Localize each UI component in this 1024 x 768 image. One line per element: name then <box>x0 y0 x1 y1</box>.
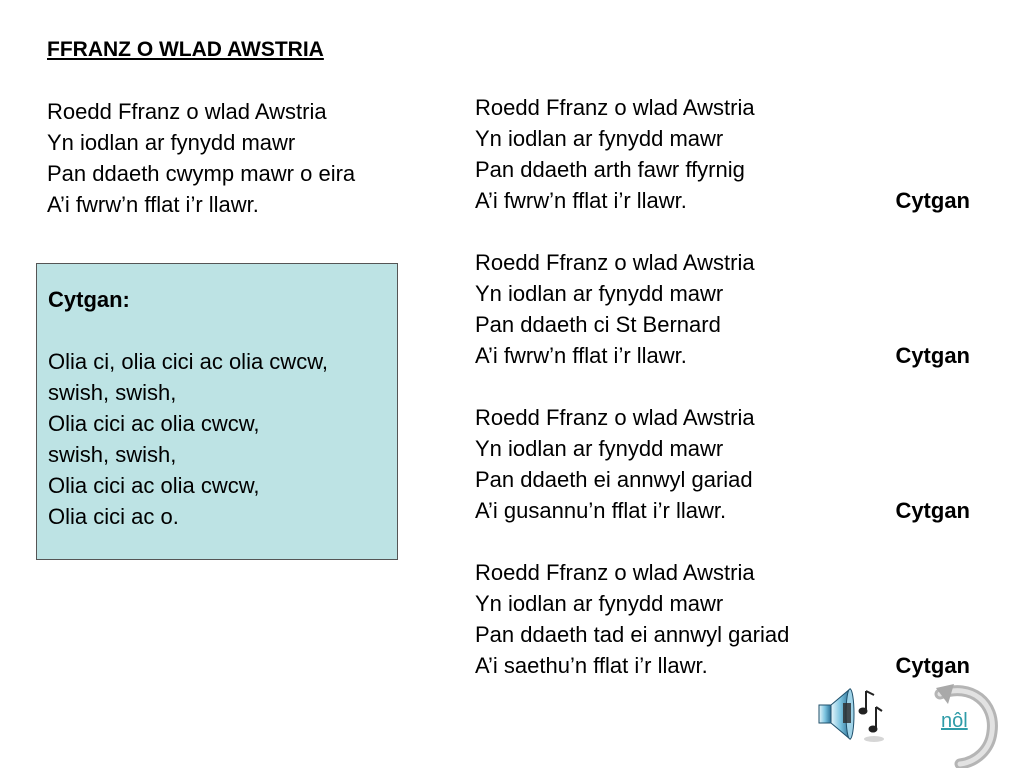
chorus-line: Olia cici ac olia cwcw, <box>48 411 260 436</box>
chorus-line: swish, swish, <box>48 380 177 405</box>
verse-line: Yn iodlan ar fynydd mawr <box>475 126 724 151</box>
chorus-heading: Cytgan: <box>48 287 130 312</box>
verse-line: Pan ddaeth ei annwyl gariad <box>475 467 753 492</box>
speaker-with-music-notes-icon <box>816 683 886 745</box>
verse-line: Roedd Ffranz o wlad Awstria <box>47 99 327 124</box>
verse-line: Pan ddaeth arth fawr ffyrnig <box>475 157 745 182</box>
back-link[interactable]: nôl <box>941 710 968 732</box>
verse-line: Pan ddaeth cwymp mawr o eira <box>47 161 356 186</box>
refrain-marker: Cytgan <box>895 498 970 523</box>
verse <box>475 402 975 526</box>
verse-line: Pan ddaeth tad ei annwyl gariad <box>475 622 790 647</box>
verse-line: Roedd Ffranz o wlad Awstria <box>475 95 755 120</box>
verse-line: Pan ddaeth ci St Bernard <box>475 312 721 337</box>
verse-line: Roedd Ffranz o wlad Awstria <box>475 560 755 585</box>
verse <box>475 92 975 216</box>
verse-last-line-row <box>475 185 970 216</box>
back-navigation <box>932 680 998 768</box>
verse <box>475 247 975 371</box>
refrain-marker: Cytgan <box>895 343 970 368</box>
verse-last-line-row <box>475 650 970 681</box>
verse-line: Roedd Ffranz o wlad Awstria <box>475 405 755 430</box>
chorus-line: Olia ci, olia cici ac olia cwcw, <box>48 349 328 374</box>
refrain-marker: Cytgan <box>895 188 970 213</box>
refrain-marker: Cytgan <box>895 653 970 678</box>
verse-line: Yn iodlan ar fynydd mawr <box>475 281 724 306</box>
chorus-line: Olia cici ac olia cwcw, <box>48 473 260 498</box>
verse-line: A’i saethu’n fflat i’r llawr. <box>475 653 708 678</box>
verse-last-line-row <box>475 340 970 371</box>
chorus-line: swish, swish, <box>48 442 177 467</box>
verse-line: A’i fwrw’n fflat i’r llawr. <box>47 192 259 217</box>
chorus-line: Olia cici ac o. <box>48 504 179 529</box>
verse-line: A’i fwrw’n fflat i’r llawr. <box>475 188 687 213</box>
verse-line: A’i gusannu’n fflat i’r llawr. <box>475 498 727 523</box>
play-sound-button[interactable] <box>816 683 886 745</box>
verse-line: Yn iodlan ar fynydd mawr <box>47 130 296 155</box>
verse-line: A’i fwrw’n fflat i’r llawr. <box>475 343 687 368</box>
verse <box>475 557 975 681</box>
chorus-lines <box>48 346 397 532</box>
chorus-box <box>36 263 398 560</box>
song-title: FFRANZ O WLAD AWSTRIA <box>47 38 324 61</box>
verses-column <box>475 92 975 681</box>
verse-line: Yn iodlan ar fynydd mawr <box>475 591 724 616</box>
first-verse <box>47 96 355 220</box>
verse-line: Roedd Ffranz o wlad Awstria <box>475 250 755 275</box>
verse-line: Yn iodlan ar fynydd mawr <box>475 436 724 461</box>
verse-last-line-row <box>475 495 970 526</box>
